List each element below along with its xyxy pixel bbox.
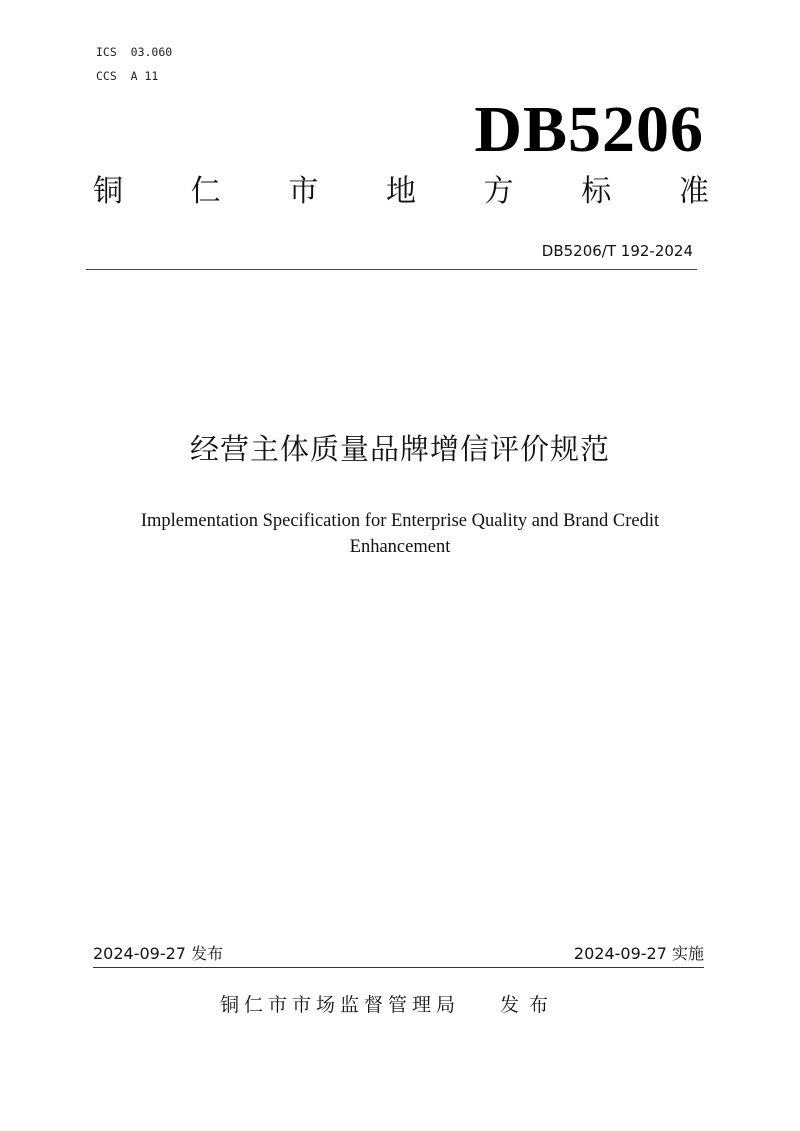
classification-codes: [96, 40, 172, 88]
standard-code-logo: DB5206: [474, 93, 704, 166]
ccs-value: A 11: [130, 69, 159, 83]
ics-value: 03.060: [130, 45, 173, 59]
standard-type-char: 方: [483, 174, 514, 209]
publish-date: 2024-09-27 发布: [93, 944, 224, 963]
standard-type-char: 地: [385, 174, 416, 209]
footer-divider: [93, 967, 704, 968]
issuer-name: 铜仁市市场监督管理局: [220, 994, 461, 1016]
document-title-english: [100, 508, 700, 560]
ics-label: ICS: [96, 45, 117, 59]
standard-type-char: 铜: [93, 174, 123, 209]
issuer-row: [220, 990, 558, 1020]
standard-type-heading: [93, 170, 709, 214]
ics-code: [96, 40, 172, 64]
standard-type-char: 市: [288, 174, 319, 209]
issuer-action: 发布: [500, 994, 559, 1016]
standard-type-char: 准: [678, 174, 709, 209]
standard-number: DB5206/T 192-2024: [541, 242, 693, 260]
implement-date: 2024-09-27 实施: [573, 944, 704, 963]
header-divider: [86, 269, 697, 270]
standard-type-char: 标: [581, 174, 612, 209]
ccs-label: CCS: [96, 69, 117, 83]
standard-type-char: 仁: [190, 174, 221, 209]
document-title-chinese: 经营主体质量品牌增信评价规范: [189, 432, 610, 466]
english-title-line-2: Enhancement: [349, 537, 451, 557]
date-row: [93, 942, 704, 966]
english-title-line-1: Implementation Specification for Enterprise Quality and Brand Credit: [140, 511, 660, 531]
ccs-code: [96, 64, 172, 88]
